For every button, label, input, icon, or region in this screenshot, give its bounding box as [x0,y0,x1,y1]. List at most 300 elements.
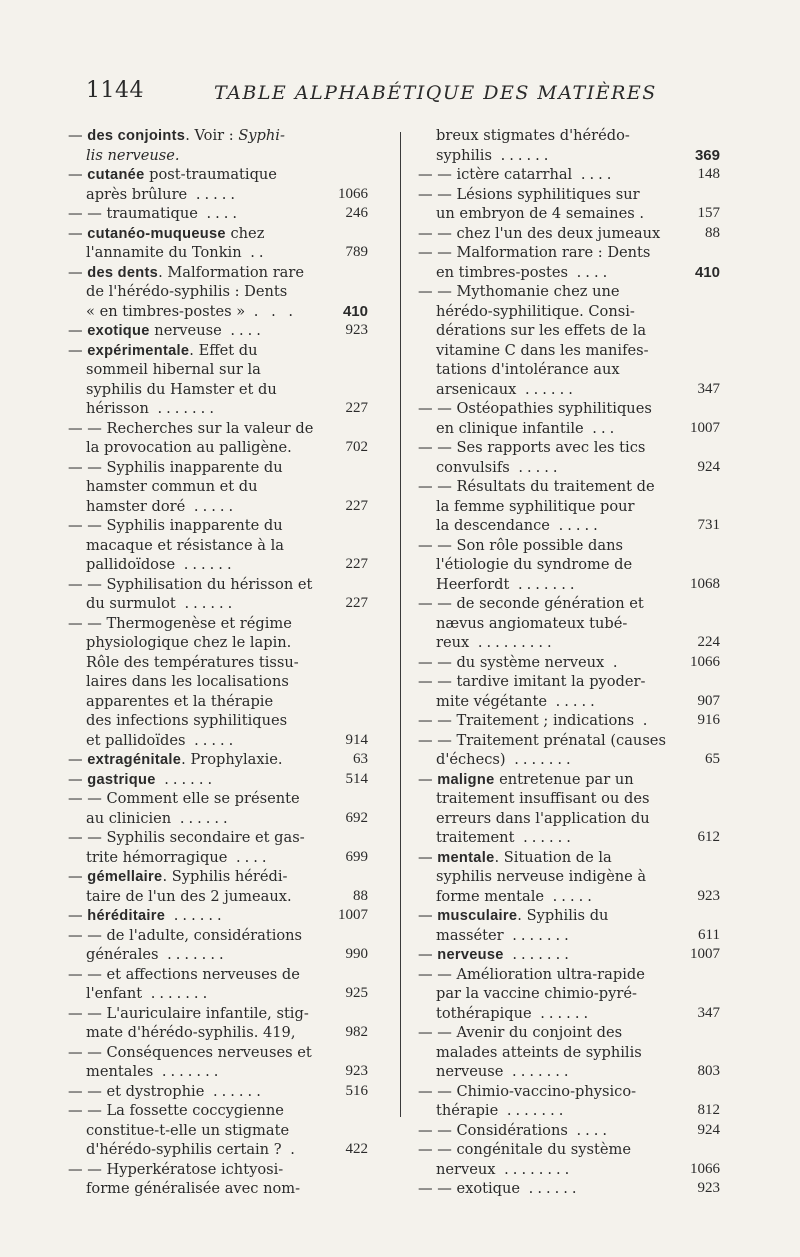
index-entry [68,165,368,204]
entry-keyword: des dents [87,264,159,281]
page-ref: 699 [345,848,368,865]
page-ref: 1007 [690,946,720,962]
entry-text: nerveuse [436,1063,504,1080]
entry-line [418,341,720,361]
entry-dash: — — [68,458,107,476]
entry-line [418,321,720,341]
index-entry [418,1121,720,1141]
entry-italic: Syphi- [238,127,285,144]
running-title: TABLE ALPHABÉTIQUE DES MATIÈRES [214,82,657,104]
entry-dash: — [418,946,438,963]
entry-line [68,887,368,907]
entry-text: . Effet du [189,341,258,359]
index-entry [418,594,720,653]
index-entry [68,867,368,906]
entry-text: entretenue par un [494,770,634,788]
entry-text: tations d'intolérance aux [436,361,620,378]
entry-line [418,263,720,283]
entry-text: trite hémorragique [86,848,228,866]
entry-line [68,516,368,536]
page-ref: 612 [697,829,720,845]
entry-line [68,360,368,380]
entry-text: sommeil hibernal sur la [86,361,261,378]
entry-line [68,711,368,731]
entry-line [68,185,368,205]
entry-line [418,360,720,380]
entry-text: hamster commun et du [86,478,258,495]
entry-line [68,750,368,770]
entry-text: Lésions syphilitiques sur [456,185,640,203]
entry-line [418,477,720,497]
index-entry [418,438,720,477]
entry-line [418,887,720,907]
leader-dots: .. [241,244,268,261]
entry-text: Traitement ; indications [456,712,635,729]
entry-text: convulsifs [436,458,510,476]
leader-dots: ....... [498,1102,568,1119]
entry-text: . Prophylaxie. [181,751,283,768]
entry-line [68,165,368,185]
entry-dash: — [68,770,88,788]
entry-keyword: expérimentale [87,342,190,359]
entry-dash: — — [68,926,107,944]
index-entry [68,614,368,751]
index-entry [68,1004,368,1043]
leader-dots: ..... [546,692,599,710]
entry-line [418,1140,720,1160]
entry-dash: — [418,907,438,924]
entry-line [418,867,720,887]
index-entry [418,965,720,1024]
entry-text: « en timbres-postes » [86,302,246,320]
entry-text: la femme syphilitique pour [436,497,635,515]
entry-line [68,945,368,965]
entry-line [418,614,720,634]
entry-dash: — — [418,595,457,612]
page-ref: 516 [345,1082,368,1099]
index-entry [418,1179,720,1199]
page-number: 1144 [86,78,144,103]
page-ref: 923 [345,322,368,338]
entry-line [68,302,368,322]
entry-text: du surmulot [86,595,176,612]
leader-dots: .... [572,166,616,183]
entry-line [418,965,720,985]
index-entry [68,770,368,790]
entry-line [68,984,368,1004]
entry-line [68,146,368,166]
index-entry [418,770,720,848]
entry-text: traumatique [106,205,198,222]
entry-text: macaque et résistance à la [86,536,284,554]
entry-dash: — — [68,1082,107,1100]
entry-text: . Voir : [185,127,239,144]
entry-text: la descendance [436,517,550,534]
entry-text: . Syphilis hérédi- [162,868,288,885]
page-ref: 789 [345,244,368,260]
entry-line [418,731,720,751]
page-ref: 514 [345,770,368,787]
entry-dash: — — [418,185,457,203]
page-ref: 347 [697,1004,720,1021]
entry-text: Syphilis inapparente du [106,458,283,476]
index-entry [68,341,368,419]
leader-dots: ...... [516,380,577,398]
entry-dash: — — [68,614,107,632]
entry-keyword: extragénitale [87,752,182,768]
index-entry [68,321,368,341]
entry-text: Amélioration ultra-rapide [456,965,645,983]
entry-line [418,146,720,166]
entry-line [418,419,720,439]
entry-text: forme généralisée avec nom- [86,1180,301,1197]
entry-dash: — — [418,244,457,261]
entry-keyword: cutanée [87,167,145,183]
entry-text: du système nerveux [456,653,605,671]
index-entry [418,945,720,965]
entry-text: La fossette coccygienne [106,1102,284,1119]
index-entry [418,477,720,536]
entry-line [68,828,368,848]
entry-text: Résultats du traitement de [456,478,655,495]
entry-dash: — [418,770,438,788]
entry-line [68,399,368,419]
entry-line [418,126,720,146]
page-ref: 907 [697,692,720,709]
entry-text: Avenir du conjoint des [456,1024,623,1041]
index-entry [68,1101,368,1160]
entry-text: un embryon de 4 semaines . [436,205,644,222]
leader-dots: ...... [175,556,236,573]
page-ref: 924 [697,1121,720,1138]
entry-text: . Syphilis du [517,907,609,924]
entry-text: de seconde génération et [456,595,644,612]
entry-keyword: gastrique [87,771,156,788]
entry-line [418,243,720,263]
leader-dots: . . . [245,302,298,320]
entry-line [418,438,720,458]
page-ref: 923 [345,1063,368,1079]
entry-dash: — — [68,1004,107,1022]
entry-dash: — — [68,829,107,846]
entry-keyword: cutanéo-muqueuse [87,225,226,242]
entry-line [418,926,720,946]
entry-dash: — — [418,1141,457,1158]
entry-line [68,477,368,497]
entry-line [68,575,368,595]
entry-text: Comment elle se présente [106,790,300,807]
entry-dash: — — [68,790,107,807]
entry-line [418,1004,720,1024]
page-ref: 369 [694,146,720,164]
page-ref: 410 [342,302,368,320]
entry-line [68,419,368,439]
entry-line [418,1160,720,1180]
entry-text: dérations sur les effets de la [436,322,647,339]
entry-dash: — — [68,1043,107,1061]
entry-dash: — [68,907,88,924]
entry-line [68,926,368,946]
entry-text: hérédo-syphilitique. Consi- [436,302,635,320]
index-entry [418,731,720,770]
entry-text: d'hérédo-syphilis certain ? [86,1141,282,1158]
page-ref: 731 [697,517,720,533]
entry-dash: — — [418,1024,457,1041]
entry-text: nerveuse [149,322,222,339]
entry-dash: — — [68,419,107,437]
entry-text: apparentes et la thérapie [86,692,274,710]
entry-line [418,555,720,575]
entry-line [68,692,368,712]
entry-keyword: musculaire [437,908,518,924]
entry-text: congénitale du système [456,1141,631,1158]
index-entry [68,906,368,926]
entry-dash: — — [68,965,107,983]
entry-line [68,614,368,634]
entry-line [418,692,720,712]
entry-line [68,263,368,283]
page-ref: 246 [345,205,368,221]
page-ref: 227 [345,400,368,416]
entry-line [418,1101,720,1121]
entry-line [68,224,368,244]
entry-text: pallidoïdose [86,556,176,573]
entry-line [418,789,720,809]
entry-dash: — — [418,731,457,749]
entry-text: breux stigmates d'hérédo- [436,127,630,144]
entry-dash: — — [418,965,457,983]
entry-line [68,672,368,692]
leader-dots: ..... [187,185,240,203]
page-ref: 1007 [690,419,720,436]
index-column-right [418,126,720,1199]
leader-dots: ....... [503,926,573,944]
entry-dash: — — [418,1121,457,1139]
entry-dash: — — [68,1160,107,1178]
entry-line [68,653,368,673]
entry-line [418,516,720,536]
entry-text: en timbres-postes [436,263,569,281]
entry-dash: — [68,224,88,242]
entry-line [418,1179,720,1199]
page-ref: 1068 [690,575,720,592]
leader-dots: ...... [204,1082,265,1100]
entry-text: tothérapique [436,1004,532,1022]
entry-line [68,848,368,868]
entry-text: nerveux [436,1160,496,1178]
entry-line [418,770,720,790]
entry-text: par la vaccine chimio-pyré- [436,985,637,1002]
page-ref: 1066 [690,1160,720,1177]
entry-line [68,555,368,575]
entry-dash: — — [418,283,457,300]
entry-line [68,906,368,926]
index-entry [418,536,720,595]
entry-text: mate d'hérédo-syphilis. 419, [86,1024,296,1041]
entry-dash: — — [68,1102,107,1119]
index-entry [418,243,720,282]
leader-dots: ...... [514,829,575,846]
entry-line [418,594,720,614]
entry-dash: — [68,263,88,281]
page-ref: 65 [705,751,720,767]
entry-dash: — [68,127,88,144]
entry-line [418,282,720,302]
leader-dots: ...... [531,1004,593,1022]
entry-line [68,1140,368,1160]
entry-line [418,399,720,419]
index-column-left [68,126,368,1199]
page-ref: 923 [697,887,720,904]
entry-text: en clinique infantile [436,419,584,437]
entry-text: arsenicaux [436,380,517,398]
index-entry [68,419,368,458]
entry-line [418,165,720,185]
page-ref: 923 [697,1180,720,1196]
entry-text: . Malformation rare [158,263,304,281]
entry-text: exotique [456,1180,521,1197]
entry-line [68,126,368,146]
entry-text: de l'adulte, considérations [106,926,303,944]
entry-text: de l'hérédo-syphilis : Dents [86,283,288,300]
entry-text: . Situation de la [494,848,612,866]
entry-text: Son rôle possible dans [456,536,623,554]
page-ref: 925 [345,985,368,1001]
leader-dots: ...... [520,1180,581,1197]
entry-text: taire de l'un des 2 jumeaux. [86,887,292,905]
page-ref: 1066 [338,185,368,202]
index-entry [68,204,368,224]
entry-text: syphilis [436,146,492,164]
entry-line [68,1160,368,1180]
index-entry [68,1082,368,1102]
entry-text: et affections nerveuses de [106,965,300,983]
index-entry [418,653,720,673]
entry-line [418,653,720,673]
leader-dots: .... [568,263,612,281]
index-entry [418,1140,720,1179]
entry-text: générales [86,946,159,963]
leader-dots: ..... [509,458,562,476]
leader-dots: . [634,712,652,729]
entry-line [68,770,368,790]
entry-text: Ses rapports avec les tics [456,439,646,456]
page-ref: 88 [705,224,720,241]
entry-line [418,1062,720,1082]
entry-text: Malformation rare : Dents [456,244,651,261]
entry-text: chez l'un des deux jumeaux [456,224,661,242]
entry-keyword: héréditaire [87,908,166,924]
entry-line [418,380,720,400]
page-ref: 227 [345,595,368,611]
page-ref: 148 [697,166,720,182]
page-ref: 990 [345,946,368,962]
page-ref: 924 [697,458,720,475]
entry-text: erreurs dans l'application du [436,809,650,827]
entry-keyword: maligne [437,771,495,788]
entry-line [68,380,368,400]
entry-dash: — — [68,205,107,222]
entry-line [68,965,368,985]
entry-text: l'annamite du Tonkin [86,244,242,261]
entry-line [418,1121,720,1141]
entry-line [68,282,368,302]
entry-line [418,1082,720,1102]
entry-text: mentales [86,1063,154,1080]
entry-text: masséter [436,926,504,944]
index-entry [68,1043,368,1082]
entry-line [68,1004,368,1024]
entry-line [418,984,720,1004]
leader-dots: ... [583,419,619,437]
entry-line [418,906,720,926]
entry-line [68,321,368,341]
entry-text: après brûlure [86,185,188,203]
page-ref: 611 [698,926,720,943]
entry-dash: — — [418,712,457,729]
entry-line [418,575,720,595]
index-entry [418,126,720,165]
page-ref: 1066 [690,653,720,670]
index-entry [68,224,368,263]
entry-line [68,438,368,458]
leader-dots: ....... [505,751,575,768]
page-ref: 157 [697,205,720,221]
entry-line [68,1082,368,1102]
entry-line [418,302,720,322]
leader-dots: .... [197,205,242,222]
index-entry [418,1023,720,1082]
entry-dash: — — [418,224,457,242]
entry-text: au clinicien [86,809,172,827]
entry-text: forme mentale [436,887,545,905]
leader-dots: ....... [148,400,218,417]
entry-keyword: nerveuse [437,947,504,963]
entry-text: Syphilisation du hérisson et [106,575,313,593]
entry-line [418,633,720,653]
entry-text: syphilis du Hamster et du [86,380,277,398]
entry-text: chez [225,224,265,242]
entry-dash: — — [418,653,457,671]
entry-line [418,185,720,205]
leader-dots: ....... [158,946,228,963]
index-entry [68,575,368,614]
entry-dash: — — [418,400,457,417]
entry-text: Hyperkératose ichtyosi- [106,1160,284,1178]
index-entry [418,185,720,224]
entry-dash: — — [418,1082,457,1100]
leader-dots: ....... [503,1063,573,1080]
entry-line [418,672,720,692]
leader-dots: ....... [509,575,579,593]
entry-text: nævus angiomateux tubé- [436,614,628,632]
index-entry [418,848,720,907]
entry-text: traitement insuffisant ou des [436,790,650,807]
entry-line [418,458,720,478]
entry-line [418,1023,720,1043]
index-entry [68,926,368,965]
index-entry [68,516,368,575]
index-entry [418,224,720,244]
entry-line [68,633,368,653]
page-ref: 63 [353,751,368,767]
entry-line [68,731,368,751]
entry-dash: — — [418,1180,457,1197]
entry-text: et pallidoïdes [86,731,186,749]
entry-text: mite végétante [436,692,547,710]
entry-line [68,789,368,809]
column-divider [400,132,401,1117]
